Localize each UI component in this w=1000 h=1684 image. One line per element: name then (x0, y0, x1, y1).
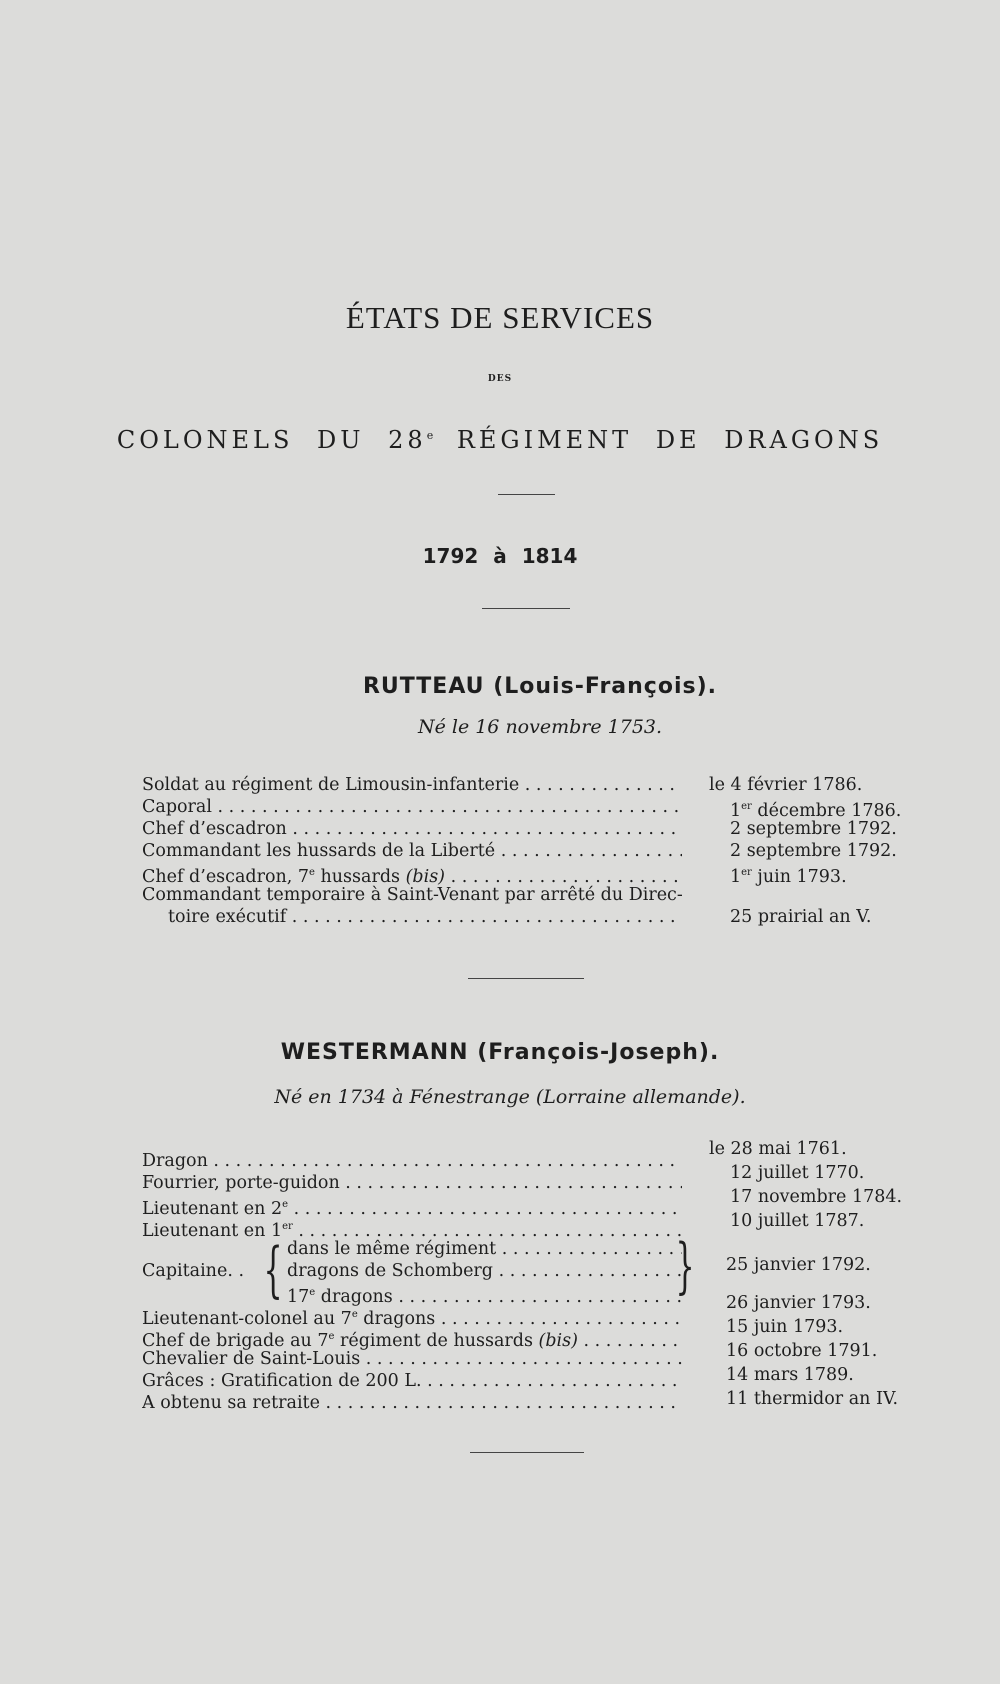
years-range: 1792 à 1814 (422, 544, 578, 568)
service-label: Commandant temporaire à Saint-Venant par arrêté du Direc- (142, 885, 683, 905)
service-date: 11 thermidor an IV. (726, 1389, 899, 1409)
service-date: 1er décembre 1786. (730, 800, 902, 821)
service-date: 12 juillet 1770. (730, 1163, 865, 1183)
captain-sub-label: dans le même régiment . . . (287, 1238, 682, 1260)
birth-line-rutteau: Né le 16 novembre 1753. (417, 716, 663, 738)
service-date: 15 juin 1793. (726, 1317, 844, 1337)
service-label: Lieutenant en 1er . . . (142, 1216, 682, 1242)
service-label: Dragon . . . (142, 1150, 682, 1172)
service-entry (142, 796, 902, 821)
service-date: 25 prairial an V. (730, 907, 872, 927)
service-label: Caporal . . . (142, 796, 682, 818)
service-label: Capitaine. . (142, 1261, 245, 1281)
page-title: ÉTATS DE SERVICES (345, 300, 655, 335)
divider-rule (468, 978, 584, 979)
left-brace-icon: { (263, 1235, 283, 1305)
service-date: 26 janvier 1793. (726, 1293, 871, 1313)
divider-rule (498, 494, 555, 495)
service-date: 25 janvier 1792. (726, 1255, 871, 1275)
service-label: Lieutenant en 2e . . . (142, 1194, 682, 1220)
service-entry (142, 774, 897, 796)
subtitle-part-1: COLONELS DU 28 (116, 426, 427, 454)
birth-line-westermann: Né en 1734 à Fénestrange (Lorraine allemande). (274, 1086, 746, 1108)
service-entry (142, 1389, 899, 1414)
service-entry (142, 884, 897, 906)
service-list-rutteau (142, 774, 902, 928)
service-list-westermann (142, 1139, 903, 1414)
captain-sub-label: 17e dragons . . . (287, 1282, 682, 1308)
service-entry (142, 818, 897, 840)
service-date: 2 septembre 1792. (730, 819, 897, 839)
des-label: DES (487, 374, 513, 384)
captain-sub-label: dragons de Schomberg . . . (287, 1260, 682, 1282)
service-label: Soldat au régiment de Limousin-infanterie . . . (142, 774, 682, 796)
service-date: le 4 février 1786. (709, 775, 863, 795)
officer-name-westermann: WESTERMANN (François-Joseph). (280, 1040, 720, 1065)
officer-name-rutteau: RUTTEAU (Louis-François). (362, 674, 718, 699)
service-label: Commandant les hussards de la Liberté . . . (142, 840, 682, 862)
service-label: Fourrier, porte-guidon . . . (142, 1172, 682, 1194)
subtitle-sup: e (426, 429, 434, 442)
service-entry (142, 862, 897, 887)
service-label: Chef de brigade au 7e régiment de hussards (bis) . . . (142, 1326, 682, 1352)
service-label: toire exécutif . . . (168, 906, 682, 928)
service-date: le 28 mai 1761. (709, 1139, 847, 1159)
service-date: 10 juillet 1787. (730, 1211, 865, 1231)
service-date: 16 octobre 1791. (726, 1341, 878, 1361)
subtitle-part-2: RÉGIMENT DE DRAGONS (456, 426, 884, 454)
service-label: A obtenu sa retraite . . . (142, 1392, 682, 1414)
page-subtitle (0, 426, 1000, 454)
service-label: Chevalier de Saint-Louis . . . (142, 1348, 682, 1370)
service-label: Chef d’escadron, 7e hussards (bis) . . . (142, 862, 682, 888)
service-date: 14 mars 1789. (726, 1365, 854, 1385)
service-entry (142, 906, 897, 928)
divider-rule (470, 1452, 584, 1453)
service-label: Chef d’escadron . . . (142, 818, 682, 840)
right-brace-icon: } (675, 1231, 695, 1301)
service-entry (142, 840, 897, 862)
service-label: Lieutenant-colonel au 7e dragons . . . (142, 1304, 682, 1330)
service-entry (142, 1211, 897, 1241)
service-date: 1er juin 1793. (730, 866, 847, 887)
service-date: 17 novembre 1784. (730, 1187, 903, 1207)
divider-rule (482, 608, 570, 609)
service-label: Grâces : Gratification de 200 L. . . . (142, 1370, 682, 1392)
service-date: 2 septembre 1792. (730, 841, 897, 861)
